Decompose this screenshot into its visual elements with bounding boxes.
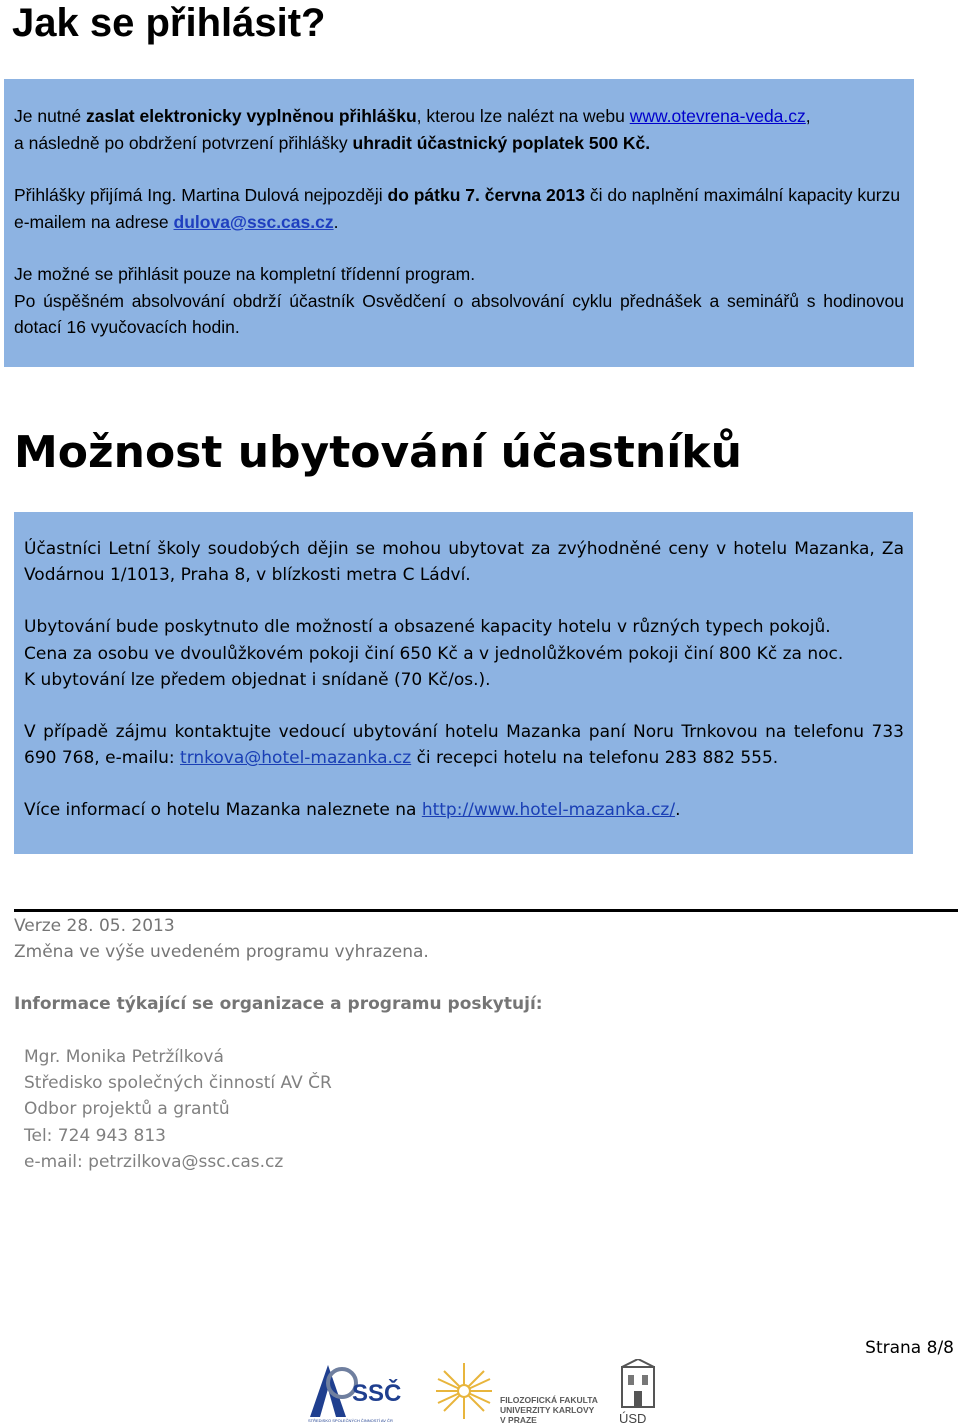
- accommodation-intro: Účastníci Letní školy soudobých dějin se mohou ubytovat za zvýhodněné ceny v hotelu Mazanka, Za Vodárnou 1/1013, Praha 8, v blízkosti metra C Ládví.: [24, 539, 904, 586]
- ff-logo-line1: FILOZOFICKÁ FAKULTA: [500, 1395, 598, 1405]
- accommodation-info-box: [14, 512, 913, 854]
- usd-logo-text: ÚSD: [619, 1411, 647, 1425]
- hotel-website-link[interactable]: http://www.hotel-mazanka.cz/: [421, 800, 676, 821]
- ff-logo-line3: V PRAZE: [500, 1415, 537, 1425]
- emphasis-deadline: do pátku 7. června 2013: [387, 185, 585, 205]
- contact-org: Středisko společných činností AV ČR: [24, 1073, 332, 1094]
- certificate-note: Po úspěšném absolvování obdrží účastník Osvědčení o absolvování cyklu přednášek a seminářů s hodinovou dotací 16 vyučovacích hodin.: [14, 290, 904, 337]
- more-info-paragraph: Více informací o hotelu Mazanka naleznete na http://www.hotel-mazanka.cz/.: [24, 800, 681, 821]
- change-note: Změna ve výše uvedeném programu vyhrazena.: [14, 942, 429, 963]
- contact-tel: Tel: 724 943 813: [24, 1125, 166, 1146]
- accommodation-title: Možnost ubytování účastníků: [14, 427, 742, 478]
- ssc-logo-subtext: STŘEDISKO SPOLEČNÝCH ČINNOSTÍ AV ČR: [308, 1418, 393, 1423]
- ff-logo-line2: UNIVERZITY KARLOVY: [500, 1405, 595, 1415]
- emphasis-fee: uhradit účastnický poplatek 500 Kč.: [352, 132, 651, 153]
- ff-uk-logo-icon: [434, 1357, 604, 1425]
- footer: [14, 913, 914, 1018]
- page-title: Jak se přihlásit?: [12, 1, 326, 45]
- program-note: Je možné se přihlásit pouze na kompletní třídenní program.: [14, 264, 476, 284]
- contact-dept: Odbor projektů a grantů: [24, 1099, 230, 1120]
- info-heading: Informace týkající se organizace a programu poskytují:: [14, 994, 543, 1015]
- website-link[interactable]: www.otevrena-veda.cz: [629, 106, 806, 126]
- registration-info-box: [4, 79, 914, 367]
- ssc-logo-icon: [308, 1359, 408, 1423]
- version-text: Verze 28. 05. 2013: [14, 916, 175, 936]
- logo-strip: [0, 1355, 960, 1425]
- contact-paragraph: V případě zájmu kontaktujte vedoucí ubytování hotelu Mazanka paní Noru Trnkovou na telefonu 733 690 768, e-mailu: trnkova@hotel-mazanka.cz či recepci hotelu na telefonu 283 882 555.: [24, 722, 904, 769]
- email-link-dulova[interactable]: dulova@ssc.cas.cz: [173, 211, 334, 232]
- ssc-logo-text: SSČ: [352, 1380, 402, 1407]
- contact-name: Mgr. Monika Petržílková: [24, 1047, 224, 1067]
- email-link-trnkova[interactable]: trnkova@hotel-mazanka.cz: [180, 748, 412, 769]
- registration-paragraph: Je nutné zaslat elektronicky vyplněnou přihlášku, kterou lze nalézt na webu www.otevrena-veda.cz, a následně po obdržení potvrzení přihlášky uhradit účastnický poplatek 500 Kč.: [14, 106, 811, 153]
- deadline-paragraph: Přihlášky přijímá Ing. Martina Dulová nejpozději do pátku 7. června 2013 či do naplnění maximální kapacity kurzu e-mailem na adrese dulova@ssc.cas.cz.: [14, 185, 901, 232]
- accommodation-price: Cena za osobu ve dvoulůžkovém pokoji činí 650 Kč a v jednolůžkovém pokoji činí 800 Kč za noc.: [24, 643, 844, 664]
- usd-logo-icon: [616, 1359, 660, 1425]
- footer-divider: [14, 909, 958, 912]
- page-number: Strana 8/8: [865, 1338, 954, 1358]
- contact-email: e-mail: petrzilkova@ssc.cas.cz: [24, 1151, 284, 1172]
- accommodation-availability: Ubytování bude poskytnuto dle možností a obsazené kapacity hotelu v různých typech pokojů.: [24, 617, 831, 638]
- contact-block: [24, 1044, 332, 1175]
- emphasis-submit: zaslat elektronicky vyplněnou přihlášku: [86, 106, 417, 126]
- breakfast-note: K ubytování lze předem objednat i snídaně (70 Kč/os.).: [24, 669, 491, 690]
